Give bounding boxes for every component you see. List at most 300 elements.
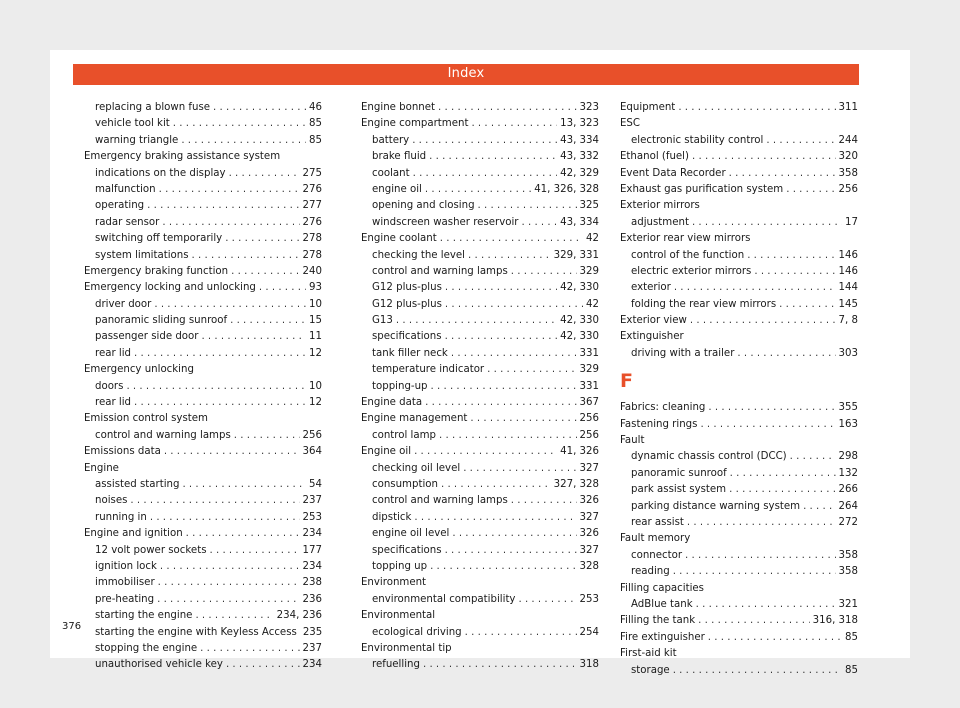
entry-label: Exhaust gas purification system xyxy=(620,183,784,195)
index-entry xyxy=(620,100,858,116)
dot-leader xyxy=(231,264,299,280)
entry-label: replacing a blown fuse xyxy=(95,102,211,113)
index-subentry xyxy=(361,592,599,608)
entry-pages: 163 xyxy=(838,418,858,430)
entry-label: Fire extinguisher xyxy=(620,631,705,643)
dot-leader xyxy=(754,264,835,280)
index-entry xyxy=(361,608,599,624)
index-subentry xyxy=(84,329,322,345)
index-subentry xyxy=(361,133,599,149)
index-subentry xyxy=(84,608,322,624)
entry-pages: 253 xyxy=(579,593,599,605)
dot-leader xyxy=(195,608,273,624)
dot-leader xyxy=(259,280,306,296)
dot-leader xyxy=(803,499,835,515)
entry-label: Engine oil xyxy=(361,446,412,458)
entry-pages: 367 xyxy=(579,397,599,409)
index-entry xyxy=(620,581,858,597)
index-entry xyxy=(84,526,322,542)
entry-label: Emission control system xyxy=(84,413,208,425)
index-subentry xyxy=(84,625,322,641)
index-subentry xyxy=(84,166,322,182)
entry-pages: 325 xyxy=(579,200,599,212)
dot-leader xyxy=(157,592,299,608)
entry-label: battery xyxy=(372,134,410,146)
dot-leader xyxy=(685,548,836,564)
index-subentry xyxy=(84,198,322,214)
index-subentry xyxy=(620,346,858,362)
index-subentry xyxy=(84,100,322,116)
dot-leader xyxy=(160,559,300,575)
entry-pages: 10 xyxy=(309,298,322,310)
dot-leader xyxy=(445,543,577,559)
dot-leader xyxy=(730,466,836,482)
index-entry xyxy=(620,231,858,247)
index-subentry xyxy=(620,564,858,580)
entry-label: rear assist xyxy=(631,516,684,528)
entry-label: Engine management xyxy=(361,413,468,425)
entry-label: Fault memory xyxy=(620,533,691,545)
index-entry xyxy=(620,433,858,449)
entry-label: Emergency unlocking xyxy=(84,364,194,376)
dot-leader xyxy=(134,346,306,362)
entry-label: dynamic chassis control (DCC) xyxy=(631,451,787,463)
entry-pages: 278 xyxy=(302,233,322,245)
index-subentry xyxy=(84,559,322,575)
index-entry xyxy=(361,395,599,411)
entry-pages: 42 xyxy=(586,298,599,310)
entry-pages: 144 xyxy=(838,282,858,294)
entry-pages: 254 xyxy=(579,626,599,638)
index-subentry xyxy=(84,346,322,362)
index-subentry xyxy=(84,395,322,411)
entry-pages: 327 xyxy=(579,462,599,474)
entry-label: control and warning lamps xyxy=(372,265,508,277)
dot-leader xyxy=(445,329,558,345)
entry-label: panoramic sliding sunroof xyxy=(95,315,228,327)
entry-label: starting the engine xyxy=(95,610,193,622)
index-subentry xyxy=(361,379,599,395)
entry-pages: 331 xyxy=(579,380,599,392)
entry-label: Exterior mirrors xyxy=(620,200,700,212)
entry-label: Filling capacities xyxy=(620,582,704,594)
index-subentry xyxy=(361,329,599,345)
index-subentry xyxy=(620,597,858,613)
entry-pages: 85 xyxy=(309,134,322,146)
index-entry xyxy=(620,417,858,433)
dot-leader xyxy=(164,444,300,460)
entry-pages: 329, 331 xyxy=(553,249,599,261)
entry-label: Engine xyxy=(84,462,119,474)
entry-label: parking distance warning system xyxy=(631,500,801,512)
entry-label: Engine coolant xyxy=(361,233,437,245)
index-header-bar xyxy=(73,64,859,85)
index-subentry xyxy=(620,264,858,280)
entry-label: radar sensor xyxy=(95,216,160,228)
entry-pages: 235 xyxy=(302,626,323,638)
index-subentry xyxy=(361,526,599,542)
dot-leader xyxy=(747,248,835,264)
entry-label: Emergency locking and unlocking xyxy=(84,282,256,294)
dot-leader xyxy=(430,559,576,575)
index-column-1 xyxy=(84,100,322,674)
entry-label: passenger side door xyxy=(95,331,199,343)
index-subentry xyxy=(84,641,322,657)
entry-pages: 278 xyxy=(302,249,322,261)
index-subentry xyxy=(84,477,322,493)
dot-leader xyxy=(737,346,835,362)
entry-pages: 42, 330 xyxy=(560,331,599,343)
index-entry xyxy=(620,149,858,165)
index-subentry xyxy=(84,248,322,264)
entry-label: adjustment xyxy=(631,216,689,228)
index-entry xyxy=(620,182,858,198)
entry-pages: 7, 8 xyxy=(838,315,858,327)
entry-pages: 331 xyxy=(579,347,599,359)
dot-leader xyxy=(159,182,300,198)
entry-pages: 236 xyxy=(302,593,322,605)
dot-leader xyxy=(678,100,835,116)
dot-leader xyxy=(478,198,577,214)
index-entry xyxy=(361,116,599,132)
index-subentry xyxy=(84,297,322,313)
entry-pages: 256 xyxy=(579,413,599,425)
dot-leader xyxy=(226,657,300,673)
dot-leader xyxy=(438,100,577,116)
section-letter: F xyxy=(620,370,633,393)
entry-pages: 54 xyxy=(309,478,322,490)
entry-pages: 85 xyxy=(845,664,858,676)
entry-pages: 41, 326 xyxy=(560,446,599,458)
entry-label: switching off temporarily xyxy=(95,233,223,245)
dot-leader xyxy=(147,198,299,214)
index-entry xyxy=(361,411,599,427)
index-entry xyxy=(84,444,322,460)
dot-leader xyxy=(150,510,300,526)
index-subentry xyxy=(620,248,858,264)
dot-leader xyxy=(210,543,300,559)
entry-label: consumption xyxy=(372,478,438,490)
index-entry xyxy=(361,575,599,591)
dot-leader xyxy=(423,657,577,673)
entry-label: G13 xyxy=(372,315,393,327)
dot-leader xyxy=(522,215,558,231)
entry-label: specifications xyxy=(372,544,442,556)
dot-leader xyxy=(696,597,836,613)
dot-leader xyxy=(230,313,306,329)
dot-leader xyxy=(470,411,576,427)
entry-label: First-aid kit xyxy=(620,648,677,660)
entry-label: coolant xyxy=(372,167,410,179)
entry-label: Engine data xyxy=(361,397,423,409)
entry-pages: 234 xyxy=(302,528,322,540)
dot-leader xyxy=(154,297,306,313)
index-entry xyxy=(620,313,858,329)
entry-pages: 13, 323 xyxy=(560,118,599,130)
entry-label: park assist system xyxy=(631,484,727,496)
index-subentry xyxy=(620,515,858,531)
entry-label: ignition lock xyxy=(95,560,157,572)
entry-pages: 12 xyxy=(309,397,322,409)
entry-pages: 253 xyxy=(302,511,322,523)
entry-pages: 146 xyxy=(838,265,858,277)
dot-leader xyxy=(698,613,809,629)
entry-pages: 43, 332 xyxy=(560,151,599,163)
entry-label: windscreen washer reservoir xyxy=(372,216,519,228)
entry-pages: 355 xyxy=(838,402,858,414)
index-entry xyxy=(620,329,858,345)
index-subentry xyxy=(361,428,599,444)
entry-pages: 10 xyxy=(309,380,322,392)
entry-pages: 93 xyxy=(309,282,322,294)
index-subentry xyxy=(84,657,322,673)
entry-label: unauthorised vehicle key xyxy=(95,659,223,671)
dot-leader xyxy=(700,417,835,433)
entry-pages: 234, 236 xyxy=(276,610,322,622)
index-subentry xyxy=(361,461,599,477)
entry-pages: 272 xyxy=(838,516,858,528)
entry-pages: 12 xyxy=(309,347,322,359)
index-entry xyxy=(620,646,858,662)
entry-label: specifications xyxy=(372,331,442,343)
index-entry xyxy=(620,531,858,547)
entry-pages: 238 xyxy=(302,577,322,589)
entry-pages: 316, 318 xyxy=(812,615,858,627)
index-entry xyxy=(620,198,858,214)
entry-label: 12 volt power sockets xyxy=(95,544,207,556)
dot-leader xyxy=(186,526,300,542)
dot-leader xyxy=(201,329,306,345)
dot-leader xyxy=(690,313,836,329)
dot-leader xyxy=(229,166,300,182)
entry-pages: 328 xyxy=(579,560,599,572)
entry-pages: 264 xyxy=(838,500,858,512)
index-entry xyxy=(620,116,858,132)
entry-pages: 17 xyxy=(845,216,858,228)
index-entry xyxy=(620,400,858,416)
dot-leader xyxy=(413,166,558,182)
entry-label: noises xyxy=(95,495,128,507)
dot-leader xyxy=(511,264,577,280)
index-subentry xyxy=(620,133,858,149)
entry-label: control and warning lamps xyxy=(372,495,508,507)
entry-label: storage xyxy=(631,664,670,676)
entry-pages: 42, 330 xyxy=(560,315,599,327)
entry-pages: 277 xyxy=(302,200,322,212)
entry-label: exterior xyxy=(631,282,671,294)
dot-leader xyxy=(181,133,306,149)
entry-pages: 364 xyxy=(302,446,322,458)
dot-leader xyxy=(451,346,577,362)
index-subentry xyxy=(84,428,322,444)
dot-leader xyxy=(673,663,842,679)
entry-pages: 326 xyxy=(579,495,599,507)
dot-leader xyxy=(130,493,299,509)
index-entry xyxy=(361,100,599,116)
index-subentry xyxy=(620,280,858,296)
entry-pages: 256 xyxy=(579,429,599,441)
dot-leader xyxy=(162,215,299,231)
dot-leader xyxy=(431,379,577,395)
entry-pages: 303 xyxy=(838,347,858,359)
dot-leader xyxy=(708,630,842,646)
index-entry xyxy=(84,362,322,378)
entry-pages: 256 xyxy=(302,429,322,441)
entry-pages: 146 xyxy=(838,249,858,261)
entry-pages: 327 xyxy=(579,511,599,523)
index-subentry xyxy=(620,499,858,515)
dot-leader xyxy=(692,215,842,231)
index-subentry xyxy=(84,182,322,198)
index-subentry xyxy=(361,477,599,493)
index-subentry xyxy=(84,231,322,247)
entry-pages: 85 xyxy=(845,631,858,643)
dot-leader xyxy=(429,149,557,165)
index-entry xyxy=(361,444,599,460)
dot-leader xyxy=(425,182,531,198)
entry-pages: 276 xyxy=(302,183,322,195)
index-subentry xyxy=(620,215,858,231)
entry-label: refuelling xyxy=(372,659,420,671)
dot-leader xyxy=(468,248,551,264)
index-subentry xyxy=(361,248,599,264)
entry-label: Event Data Recorder xyxy=(620,167,726,179)
dot-leader xyxy=(173,116,306,132)
entry-pages: 327, 328 xyxy=(553,478,599,490)
entry-label: driving with a trailer xyxy=(631,347,735,359)
entry-label: rear lid xyxy=(95,347,132,359)
entry-pages: 329 xyxy=(579,364,599,376)
entry-label: running in xyxy=(95,511,147,523)
entry-pages: 318 xyxy=(579,659,599,671)
entry-label: rear lid xyxy=(95,397,132,409)
dot-leader xyxy=(158,575,300,591)
entry-pages: 275 xyxy=(302,167,322,179)
entry-label: Fastening rings xyxy=(620,418,698,430)
index-subentry xyxy=(361,149,599,165)
entry-label: Emissions data xyxy=(84,446,161,458)
entry-label: dipstick xyxy=(372,511,412,523)
dot-leader xyxy=(200,641,299,657)
entry-label: engine oil level xyxy=(372,528,450,540)
index-subentry xyxy=(361,657,599,673)
index-subentry xyxy=(620,449,858,465)
entry-label: electronic stability control xyxy=(631,134,764,146)
entry-label: Emergency braking assistance system xyxy=(84,151,281,163)
entry-pages: 42, 330 xyxy=(560,282,599,294)
page-number: 376 xyxy=(62,621,82,632)
dot-leader xyxy=(471,116,557,132)
dot-leader xyxy=(465,625,577,641)
dot-leader xyxy=(674,280,836,296)
entry-pages: 358 xyxy=(838,566,858,578)
index-subentry xyxy=(84,510,322,526)
entry-label: Equipment xyxy=(620,102,676,113)
entry-label: panoramic sunroof xyxy=(631,467,727,479)
index-entry xyxy=(84,264,322,280)
entry-pages: 42, 329 xyxy=(560,167,599,179)
entry-label: indications on the display xyxy=(95,167,226,179)
index-entry xyxy=(84,411,322,427)
entry-label: warning triangle xyxy=(95,134,179,146)
dot-leader xyxy=(779,297,835,313)
dot-leader xyxy=(440,231,583,247)
entry-label: folding the rear view mirrors xyxy=(631,298,777,310)
entry-label: Environmental xyxy=(361,610,436,622)
entry-label: Emergency braking function xyxy=(84,265,229,277)
entry-pages: 43, 334 xyxy=(560,134,599,146)
entry-label: Fabrics: cleaning xyxy=(620,402,706,414)
entry-pages: 41, 326, 328 xyxy=(534,183,599,195)
entry-label: AdBlue tank xyxy=(631,598,693,610)
index-subentry xyxy=(84,493,322,509)
entry-pages: 329 xyxy=(579,265,599,277)
dot-leader xyxy=(673,564,836,580)
entry-label: Filling the tank xyxy=(620,615,696,627)
dot-leader xyxy=(234,428,300,444)
entry-pages: 326 xyxy=(579,528,599,540)
entry-label: opening and closing xyxy=(372,200,475,212)
entry-label: G12 plus-plus xyxy=(372,282,442,294)
entry-pages: 244 xyxy=(838,134,858,146)
dot-leader xyxy=(192,248,300,264)
index-subentry xyxy=(361,297,599,313)
dot-leader xyxy=(708,400,835,416)
entry-label: tank filler neck xyxy=(372,347,448,359)
dot-leader xyxy=(518,592,576,608)
entry-pages: 234 xyxy=(302,560,322,572)
index-subentry xyxy=(361,280,599,296)
entry-label: ESC xyxy=(620,118,641,130)
entry-label: environmental compatibility xyxy=(372,593,516,605)
entry-pages: 321 xyxy=(838,598,858,610)
entry-label: control of the function xyxy=(631,249,745,261)
index-subentry xyxy=(361,198,599,214)
entry-label: system limitations xyxy=(95,249,189,261)
entry-label: engine oil xyxy=(372,183,422,195)
index-subentry xyxy=(361,215,599,231)
index-entry xyxy=(84,280,322,296)
entry-pages: 237 xyxy=(302,642,322,654)
dot-leader xyxy=(452,526,576,542)
index-entry xyxy=(620,613,858,629)
dot-leader xyxy=(439,428,577,444)
entry-label: reading xyxy=(631,566,670,578)
index-subentry xyxy=(84,575,322,591)
entry-label: brake fluid xyxy=(372,151,427,163)
entry-pages: 266 xyxy=(838,484,858,496)
entry-label: topping-up xyxy=(372,380,428,392)
entry-label: Exterior rear view mirrors xyxy=(620,233,751,245)
dot-leader xyxy=(445,297,583,313)
index-subentry xyxy=(84,313,322,329)
entry-pages: 323 xyxy=(579,102,599,113)
entry-label: starting the engine with Keyless Access xyxy=(95,626,297,638)
entry-label: driver door xyxy=(95,298,152,310)
dot-leader xyxy=(182,477,306,493)
dot-leader xyxy=(511,493,577,509)
entry-label: assisted starting xyxy=(95,478,180,490)
index-subentry xyxy=(84,379,322,395)
entry-pages: 145 xyxy=(838,298,858,310)
index-subentry xyxy=(361,543,599,559)
index-subentry xyxy=(361,346,599,362)
entry-pages: 298 xyxy=(838,451,858,463)
index-entry xyxy=(361,231,599,247)
entry-pages: 42 xyxy=(586,233,599,245)
dot-leader xyxy=(445,280,557,296)
entry-label: Engine bonnet xyxy=(361,102,436,113)
